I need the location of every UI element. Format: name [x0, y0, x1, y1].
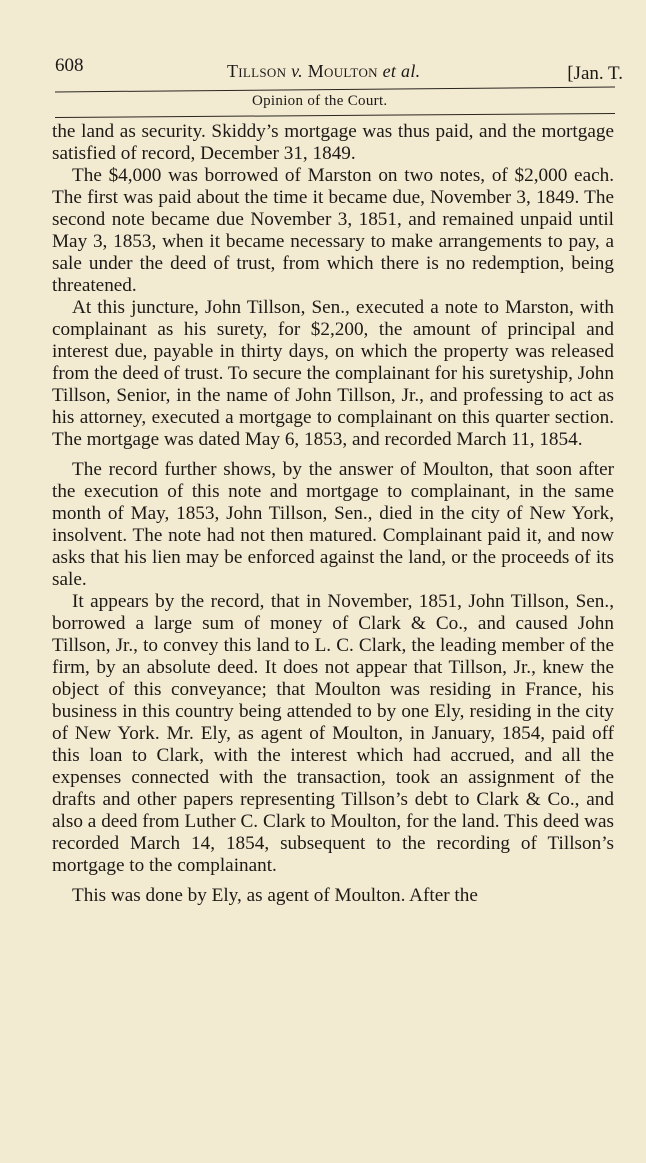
body-text [52, 121, 614, 907]
section-heading: Opinion of the Court. [252, 93, 388, 109]
term-label: [Jan. T. [567, 63, 623, 84]
paragraph: It appears by the record, that in November, 1851, John Tillson, Sen., borrowed a large sum of money of Clark & Co., and caused John Tillson, Jr., to convey this land to L. C. Clark, the leading member of the firm, by an absolute deed. It does not appear that Tillson, Jr., knew the object of this conveyance; that Moulton was residing in France, his business in this country being attended to by one Ely, residing in the city of New York. Mr. Ely, as agent of Moulton, in January, 1854, paid off this loan to Clark, with the interest which had accrued, and all the expenses connected with the transaction, took an assignment of the drafts and other papers representing Tillson’s debt to Clark & Co., and also a deed from Luther C. Clark to Moulton, for the land. This deed was recorded March 14, 1854, subsequent to the recording of Tillson’s mortgage to the complainant. [52, 591, 614, 876]
page-number: 608 [55, 55, 84, 76]
case-title-versus: v. [291, 61, 303, 81]
paragraph: the land as security. Skiddy’s mortgage was thus paid, and the mortgage satisfied of record, December 31, 1849. [52, 121, 614, 164]
case-title-defendant: Moulton [307, 61, 378, 81]
case-title [227, 61, 420, 82]
paragraph: The $4,000 was borrowed of Marston on two notes, of $2,000 each. The first was paid about the time it became due, November 3, 1849. The second note became due November 3, 1851, and remained unpaid until May 3, 1853, when it became necessary to make arrangements to pay, a sale under the deed of trust, from which there is no redemption, being threatened. [52, 165, 614, 296]
paragraph: At this juncture, John Tillson, Sen., executed a note to Marston, with complainant as his surety, for $2,200, the amount of principal and interest due, payable in thirty days, on which the property was released from the deed of trust. To secure the complainant for his suretyship, John Tillson, Senior, in the name of John Tillson, Jr., and professing to act as his attorney, executed a mortgage to complainant on this quarter section. The mortgage was dated May 6, 1853, and recorded March 11, 1854. [52, 297, 614, 450]
section-rule [55, 113, 615, 118]
case-title-plaintiff: Tillson [227, 61, 287, 81]
case-title-etal: et al. [382, 61, 421, 81]
paragraph: The record further shows, by the answer of Moulton, that soon after the execution of this note and mortgage to complainant, in the same month of May, 1853, John Tillson, Sen., died in the city of New York, insolvent. The note had not then matured. Complainant paid it, and now asks that his lien may be enforced against the land, or the proceeds of its sale. [52, 459, 614, 590]
running-header [55, 55, 625, 87]
paragraph: This was done by Ely, as agent of Moulton. After the [72, 885, 478, 906]
header-rule [55, 87, 615, 93]
